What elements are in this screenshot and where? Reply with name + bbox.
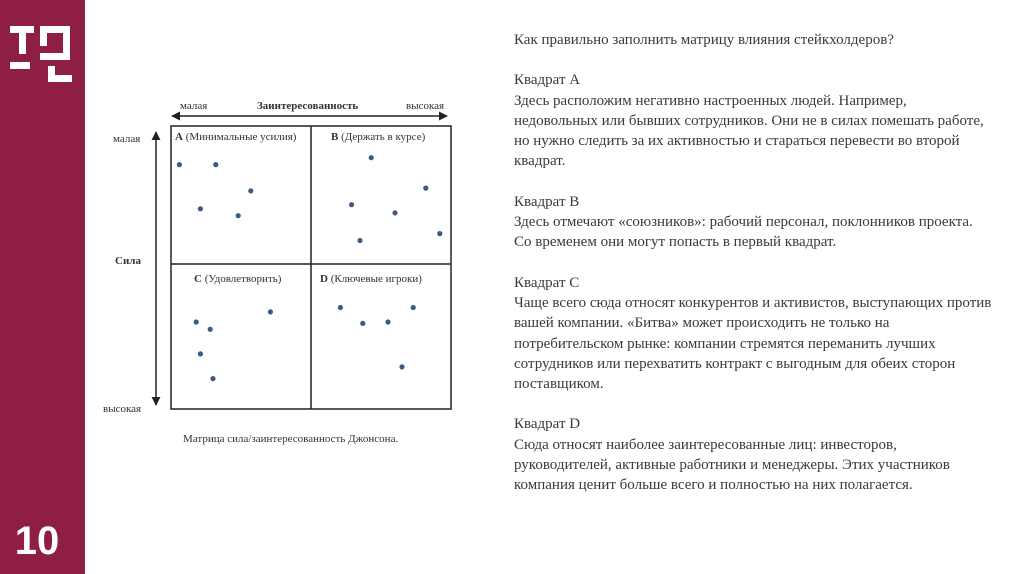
quadrant-b-dot-4 [392, 210, 397, 215]
section-a-heading: Квадрат А [514, 72, 581, 89]
section-c [514, 273, 994, 395]
quadrant-d-label: D (Ключевые игроки) [320, 273, 422, 285]
section-c-body: Чаще всего сюда относят конкурентов и активистов, выступающих против вашей компании. «Битва» может происходить не только на потребительском рынке: компании стремятся переманить лучших сотрудников или перехватить контракт с выгодным для обеих сторон поставщиком. [514, 294, 992, 393]
quadrant-d-dot-5 [399, 364, 404, 369]
section-d-body: Сюда относят наиболее заинтересованные лиц: инвесторов, руководителей, активные работники и менеджеры. Этих участников компания ценит больше всего и полностью на них полагается. [514, 436, 950, 494]
quadrant-b-dot-3 [349, 202, 354, 207]
section-b-body: Здесь отмечают «союзников»: рабочий персонал, поклонников проекта. Со временем они могут попасть в первый квадрат. [514, 214, 973, 251]
quadrant-d-dot-2 [411, 305, 416, 310]
quadrant-a-dot-5 [236, 213, 241, 218]
quadrant-a-dot-1 [177, 162, 182, 167]
quadrant-b-dot-2 [423, 186, 428, 191]
section-c-heading: Квадрат С [514, 274, 580, 291]
quadrant-c-dot-3 [208, 327, 213, 332]
explanation-text [514, 30, 994, 516]
slide-number: 10 [14, 519, 60, 563]
axis-interest-low: малая [180, 100, 208, 112]
axis-power-title: Сила [115, 255, 141, 267]
quadrant-b-dot-1 [369, 155, 374, 160]
quadrant-c-dot-1 [268, 309, 273, 314]
stakeholder-matrix [0, 0, 500, 470]
section-a [514, 70, 994, 171]
axis-interest-high: высокая [406, 100, 445, 112]
axis-interest-title: Заинтересованность [257, 100, 359, 112]
quadrant-a-dot-3 [248, 188, 253, 193]
quadrant-a-label: A (Минимальные усилия) [175, 131, 297, 143]
quadrant-a-dot-2 [213, 162, 218, 167]
quadrant-a-dot-4 [198, 206, 203, 211]
section-a-body: Здесь расположим негативно настроенных людей. Например, недовольных или бывших сотрудников. Они не в силах помешать работе, но нужно следить за их активностью и стараться перевести во второй квадрат. [514, 92, 984, 170]
content-title: Как правильно заполнить матрицу влияния стейкхолдеров? [514, 32, 894, 48]
quadrant-d-dot-1 [338, 305, 343, 310]
stakeholder-dots [177, 155, 443, 381]
axis-power-low: малая [113, 133, 141, 145]
quadrant-c-label: C (Удовлетворить) [194, 273, 282, 285]
quadrant-b-dot-5 [357, 238, 362, 243]
section-d [514, 414, 994, 495]
quadrant-d-dot-4 [385, 319, 390, 324]
quadrant-c-dot-4 [198, 351, 203, 356]
quadrant-b-dot-6 [437, 231, 442, 236]
quadrant-c-dot-5 [210, 376, 215, 381]
quadrant-b-label: B (Держать в курсе) [331, 131, 426, 143]
section-d-heading: Квадрат D [514, 416, 581, 433]
section-b [514, 192, 994, 253]
matrix-caption: Матрица сила/заинтересованность Джонсона. [183, 433, 399, 445]
quadrant-d-dot-3 [360, 321, 365, 326]
section-b-heading: Квадрат В [514, 193, 580, 210]
quadrant-c-dot-2 [194, 319, 199, 324]
axis-power-high: высокая [103, 403, 142, 415]
